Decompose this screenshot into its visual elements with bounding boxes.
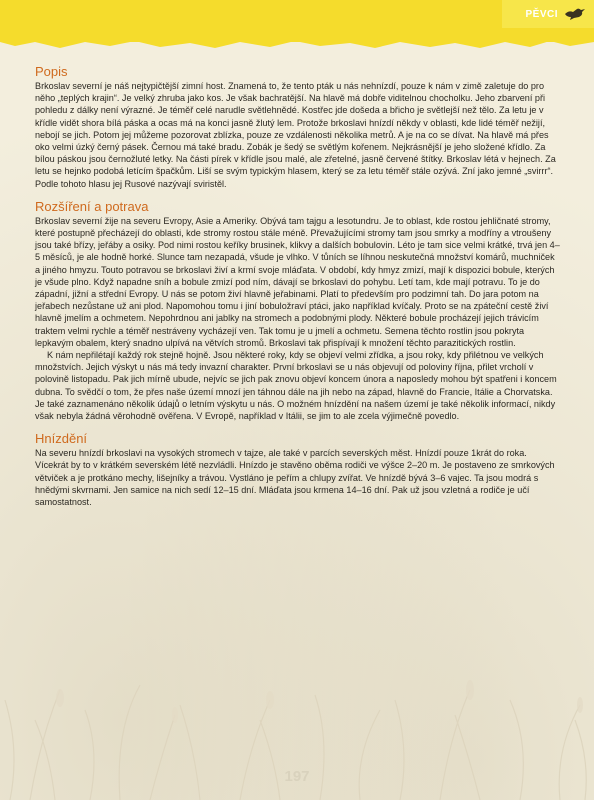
paragraph-rozsireni-2: K nám nepřilétají každý rok stejně hojně. Jsou některé roky, kdy se objeví velmi zřídka, a jsou roky, kdy přilétnou ve velkých množstvích. Jejich výskyt u nás má tedy invazní charakter. První brkoslavi se u nás objevují od poloviny října, přilet vrcholí v polovině listopadu. Pak jich mírně ubude, nejvíc se jich pak znovu objeví koncem února a naposledy mohou být spatřeni i koncem dubna. To svědčí o tom, že přes naše území mnozí jen táhnou dále na jih nebo na západ, hlavně do Francie, Itálie a Chorvatska. Je také zaznamenáno několik údajů o letním výskytu u nás. O možném hnízdění na našem území je také několik informací, nikdy však nebyla žádná věrohodně ověřena. V Evropě, například v Itálii, se jim to ale zcela výjimečně povedlo. — [35, 350, 557, 422]
section-popis — [35, 64, 560, 190]
bird-icon — [564, 7, 586, 21]
paragraph-rozsireni-1: Brkoslav severní žije na severu Evropy, Asie a Ameriky. Obývá tam tajgu a lesotundru. Je to oblast, kde rostou jehličnaté stromy, které postupně přecházejí do oblasti, kde stromy rostou stále méně. Převažujícími stromy tam jsou smrky a modříny a vtroušeny jsou také břízy, jeřáby a osiky. Pod nimi rostou keříky brusinek, klikvy a dalších bobulovin. Léto je tam sice velmi krátké, trvá jen 4–5 měsíců, je ale hodně horké. Slunce tam nezapadá, všude je vlhko. V tůních se líhnou neskutečná množství komárů, muchniček a jiného hmyzu. Touto potravou se brkoslavi živí a krmí svoje mláďata. V období, kdy hmyz zmizí, mají k dispozici bobule, kterých je všude plno. Když napadne sníh a bobule zmizí pod ním, dávají se brkoslavi do pohybu. Letí tam, kde mají potravu. To je do západní, jižní a střední Evropy. U nás se potom živí hlavně jeřabinami. Platí to především pro podzimní tah. Do jara potom na jeřabech nezůstane už ani plod. Napomohou tomu i jiní bobuložraví ptáci, jako například kvíčaly. Proto se na zpáteční cestě živí hlavně jmelím a ochmetem. Nepohrdnou ani jablky na stromech a podobnými plody. Některé bobule procházejí jejich trávicím traktem velmi rychle a téměř nestráveny vycházejí ven. Tak tomu je u jmelí a ochmetu. Semena těchto rostlin jsou pokryta lepkavým obalem, který snadno ulpívá na větvích stromů. Brkoslavi tak přispívají k množení těchto parazitických rostlin. — [35, 215, 560, 348]
section-heading-rozsireni: Rozšíření a potrava — [35, 198, 149, 214]
section-rozsireni — [35, 199, 560, 422]
header-brush-edge — [0, 36, 594, 52]
paragraph-hnizdeni: Na severu hnízdí brkoslavi na vysokých stromech v tajze, ale také v parcích severských měst. Hnízdí pouze 1krát do roka. Vícekrát by to v krátkém severském létě nezvládli. Hnízdo je stavěno oběma rodiči ve výšce 2–20 m. Je postaveno ze smrkových větviček a je protkáno mechy, lišejníky a trávou. Vystláno je peřím a chlupy zvířat. Ve hnízdě bývá 3–6 vajec. Ta jsou modrá s hnědými skvrnami. Jen samice na nich sedí 12–15 dní. Mláďata jsou krmena 14–16 dní. Pak už jsou vzletná a rodiče je učí samostatnost. — [35, 448, 555, 508]
section-hnizdeni — [35, 431, 560, 508]
page-number: 197 — [284, 768, 310, 785]
section-label: PĚVCI — [525, 8, 558, 20]
section-heading-hnizdeni: Hnízdění — [35, 431, 88, 447]
paragraph-popis: Brkoslav severní je náš nejtypičtější zimní host. Znamená to, že tento pták u nás nehnízdí, pouze k nám v zimě zaletuje do pro něho „teplých krajin“. Je velký zhruba jako kos. Je však bachratější. Na hlavě má dobře viditelnou chocholku. Jeho zbarvení při pohledu z dálky není výrazné. Je téměř celé narudle světlehnědé. Kostřec jde došeda a břicho je světlejší než tělo. Za letu je v křídle vidět shora bílá páska a ocas má na konci jasně žlutý lem. Protože brkoslavi hnízdí někdy v oblasti, kde lidé téměř nežijí, nebojí se jich. Potom jej můžeme pozorovat zblízka, pouze ze vzdálenosti několika metrů. A je na co se dívat. Na hlavě má přes oko velmi úzký černý pásek. Černou má také bradu. Zobák je šedý se světlým kořenem. Nejkrásnější je jeho složené křídlo. Za bílou páskou jsou černožluté letky. Na části pírek v křídle jsou malé, ale zřetelné, jasně červené štítky. Brkoslav létá v hejnech. Za letu se hejnko podobá letícím špačkům. Liší se svým typickým hlasem, který se za letu téměř stále ozývá. Zní jako jemné „svirrr“. Podle tohoto hlasu jej Rusové nazývají sviristěl. — [35, 81, 556, 189]
section-heading-popis: Popis — [35, 64, 68, 79]
article-content — [35, 64, 560, 517]
section-tab — [502, 0, 594, 28]
